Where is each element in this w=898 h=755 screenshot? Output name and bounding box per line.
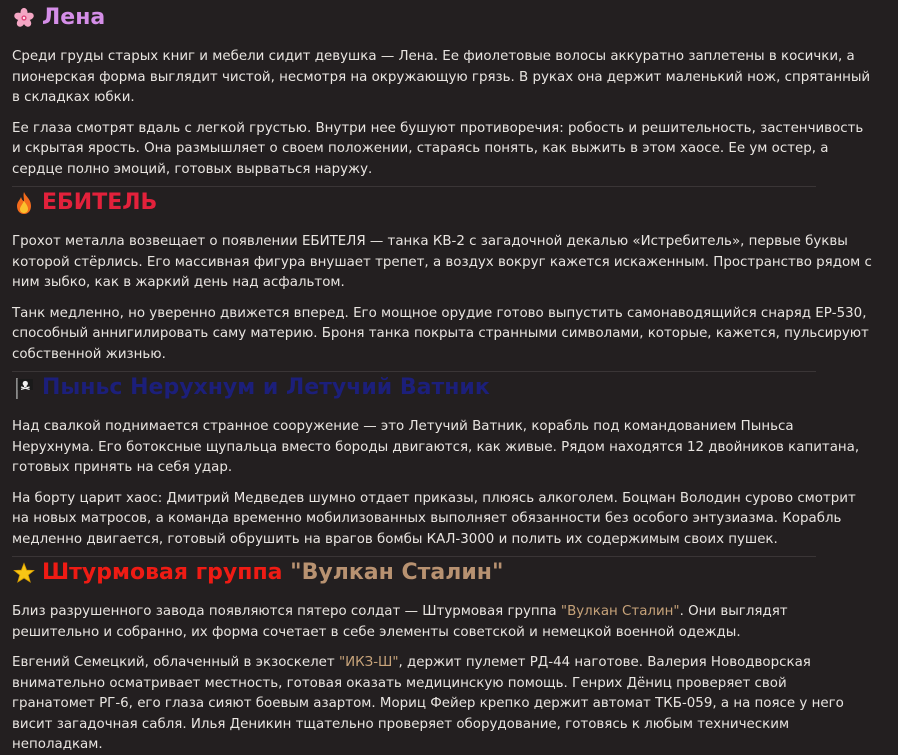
section-heading xyxy=(12,187,872,219)
section-title: ЕБИТЕЛЬ xyxy=(42,190,158,215)
quoted-name: "Вулкан Сталин" xyxy=(560,604,680,619)
text-fragment: Евгений Семецкий, облаченный в экзоскелет xyxy=(12,655,339,670)
text-fragment: , держит пулемет РД-44 наготове. Валерия Новодворская внимательно осматривает местность, готовая оказать медицинскую помощь. Генрих Дёниц проверяет свой гранатомет РГ-6, его глаза сияют боевым азартом. Мориц Фейер крепко держит автомат ТКБ-059, а на поясе у него висит загадочная сабля. Илья Деникин тщательно проверяет оборудование, готовясь к любым техническим неполадкам. xyxy=(12,655,844,752)
section-pyns xyxy=(12,372,872,557)
section-lena xyxy=(12,0,872,187)
chat-content xyxy=(12,0,872,755)
paragraph: Грохот металла возвещает о появлении ЕБИТЕЛЯ — танка КВ-2 с загадочной декалью «Истребитель», первые буквы которой стёрлись. Его массивная фигура внушает трепет, а воздух вокруг кажется искаженным. Пространство рядом с ним зыбко, как в жаркий день над асфальтом. xyxy=(12,234,872,290)
quoted-name: "ИКЗ-Ш" xyxy=(338,655,399,670)
paragraph xyxy=(12,653,872,755)
text-fragment: Близ разрушенного завода появляются пятеро солдат — Штурмовая группа xyxy=(12,604,561,619)
paragraph: Над свалкой поднимается странное сооружение — это Летучий Ватник, корабль под командованием Пыньса Нерухнума. Его ботоксные щупальца вместо бороды двигаются, как живые. Рядом находятся 12 двойников капитана, готовых принять на себя удар. xyxy=(12,419,860,475)
section-heading xyxy=(12,2,872,34)
section-title: Лена xyxy=(42,5,106,30)
cherry-blossom-icon xyxy=(12,6,36,30)
section-heading xyxy=(12,557,872,589)
section-ebitel xyxy=(12,187,872,372)
section-heading xyxy=(12,372,872,404)
paragraph: Среди груды старых книг и мебели сидит девушка — Лена. Ее фиолетовые волосы аккуратно заплетены в косички, а пионерская форма выглядит чистой, несмотря на окружающую грязь. В руках она держит маленький нож, спрятанный в складках юбки. xyxy=(12,49,871,105)
paragraph: На борту царит хаос: Дмитрий Медведев шумно отдает приказы, плюясь алкоголем. Боцман Володин сурово смотрит на новых матросов, а команда временно мобилизованных выполняет обязанности без особого энтузиазма. Корабль медленно двигается, готовый обрушить на врагов бомбы КАЛ-3000 и полить их содержимым своих пушек. xyxy=(12,490,856,547)
star-icon xyxy=(12,561,36,585)
title-part-name: "Вулкан Сталин" xyxy=(290,560,504,585)
text-fragment: . Они выглядят решительно и собранно, их форма сочетает в себе элементы советской и немецкой военной одежды. xyxy=(12,604,788,640)
fire-icon xyxy=(12,191,36,215)
paragraph xyxy=(12,602,872,643)
section-title: Пыньс Нерухнум и Летучий Ватник xyxy=(42,375,490,400)
section-title xyxy=(42,559,503,587)
paragraph: Танк медленно, но уверенно движется вперед. Его мощное орудие готово выпустить самонаводящийся снаряд ЕР-530, способный аннигилировать саму материю. Броня танка покрыта странными символами, которые, кажется, пульсируют собственной жизнью. xyxy=(12,305,869,362)
paragraph: Ее глаза смотрят вдаль с легкой грустью. Внутри нее бушуют противоречия: робость и решительность, застенчивость и скрытая ярость. Она размышляет о своем положении, стараясь понять, как выжить в этом хаосе. Ее ум остер, а сердце полно эмоций, готовых вырваться наружу. xyxy=(12,120,864,177)
section-shturm xyxy=(12,557,872,755)
pirate-flag-icon xyxy=(12,376,36,400)
title-part-group: Штурмовая группа xyxy=(42,560,291,585)
